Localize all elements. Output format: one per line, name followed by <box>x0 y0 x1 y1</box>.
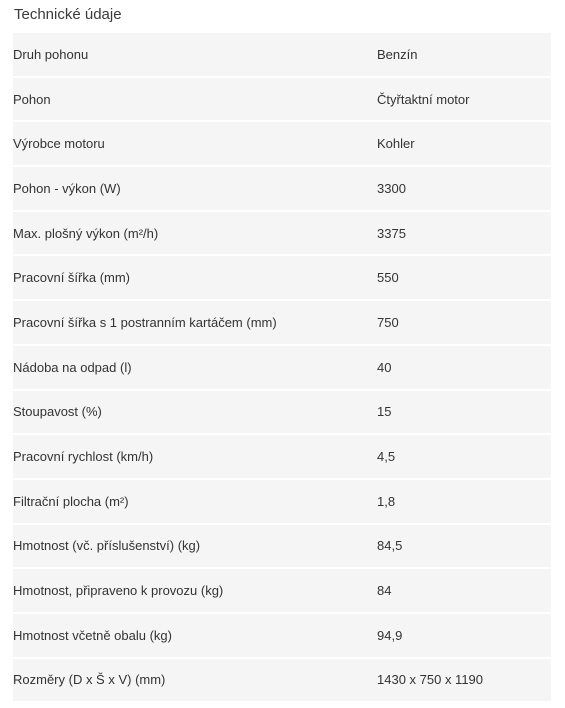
spec-row-dimensions <box>13 659 551 702</box>
section-title: Technické údaje <box>14 6 122 23</box>
spec-value: 84 <box>377 569 551 614</box>
spec-row-working-width <box>13 256 551 301</box>
spec-label: Výrobce motoru <box>13 122 377 167</box>
spec-value: 4,5 <box>377 435 551 480</box>
spec-label: Pracovní rychlost (km/h) <box>13 435 377 480</box>
spec-value: 550 <box>377 256 551 301</box>
spec-row-weight-with-packaging <box>13 614 551 659</box>
spec-value: 3300 <box>377 167 551 212</box>
spec-value: 3375 <box>377 212 551 257</box>
spec-row-drive <box>13 78 551 123</box>
spec-label: Pohon - výkon (W) <box>13 167 377 212</box>
spec-value: 1,8 <box>377 480 551 525</box>
spec-value: Čtyřtaktní motor <box>377 78 551 123</box>
spec-label: Rozměry (D x Š x V) (mm) <box>13 659 377 702</box>
spec-value: 84,5 <box>377 525 551 570</box>
spec-label: Hmotnost (vč. příslušenství) (kg) <box>13 525 377 570</box>
spec-label: Max. plošný výkon (m²/h) <box>13 212 377 257</box>
spec-value: 1430 x 750 x 1190 <box>377 659 551 702</box>
spec-label: Stoupavost (%) <box>13 391 377 436</box>
spec-row-weight-with-accessories <box>13 525 551 570</box>
spec-value: 750 <box>377 301 551 346</box>
spec-label: Hmotnost, připraveno k provozu (kg) <box>13 569 377 614</box>
spec-label: Pracovní šířka (mm) <box>13 256 377 301</box>
spec-label: Pracovní šířka s 1 postranním kartáčem (mm) <box>13 301 377 346</box>
spec-table <box>13 33 551 701</box>
spec-label: Nádoba na odpad (l) <box>13 346 377 391</box>
spec-row-weight-ready-to-operate <box>13 569 551 614</box>
spec-row-working-width-side-brush <box>13 301 551 346</box>
spec-row-filter-area <box>13 480 551 525</box>
spec-row-working-speed <box>13 435 551 480</box>
spec-label: Hmotnost včetně obalu (kg) <box>13 614 377 659</box>
spec-row-waste-container <box>13 346 551 391</box>
spec-value: Benzín <box>377 33 551 78</box>
spec-value: 94,9 <box>377 614 551 659</box>
spec-row-drive-type <box>13 33 551 78</box>
spec-value: 40 <box>377 346 551 391</box>
spec-row-drive-power <box>13 167 551 212</box>
spec-label: Filtrační plocha (m²) <box>13 480 377 525</box>
spec-row-max-area-performance <box>13 212 551 257</box>
spec-label: Druh pohonu <box>13 33 377 78</box>
spec-value: 15 <box>377 391 551 436</box>
spec-row-gradeability <box>13 391 551 436</box>
spec-value: Kohler <box>377 122 551 167</box>
spec-label: Pohon <box>13 78 377 123</box>
spec-row-engine-manufacturer <box>13 122 551 167</box>
